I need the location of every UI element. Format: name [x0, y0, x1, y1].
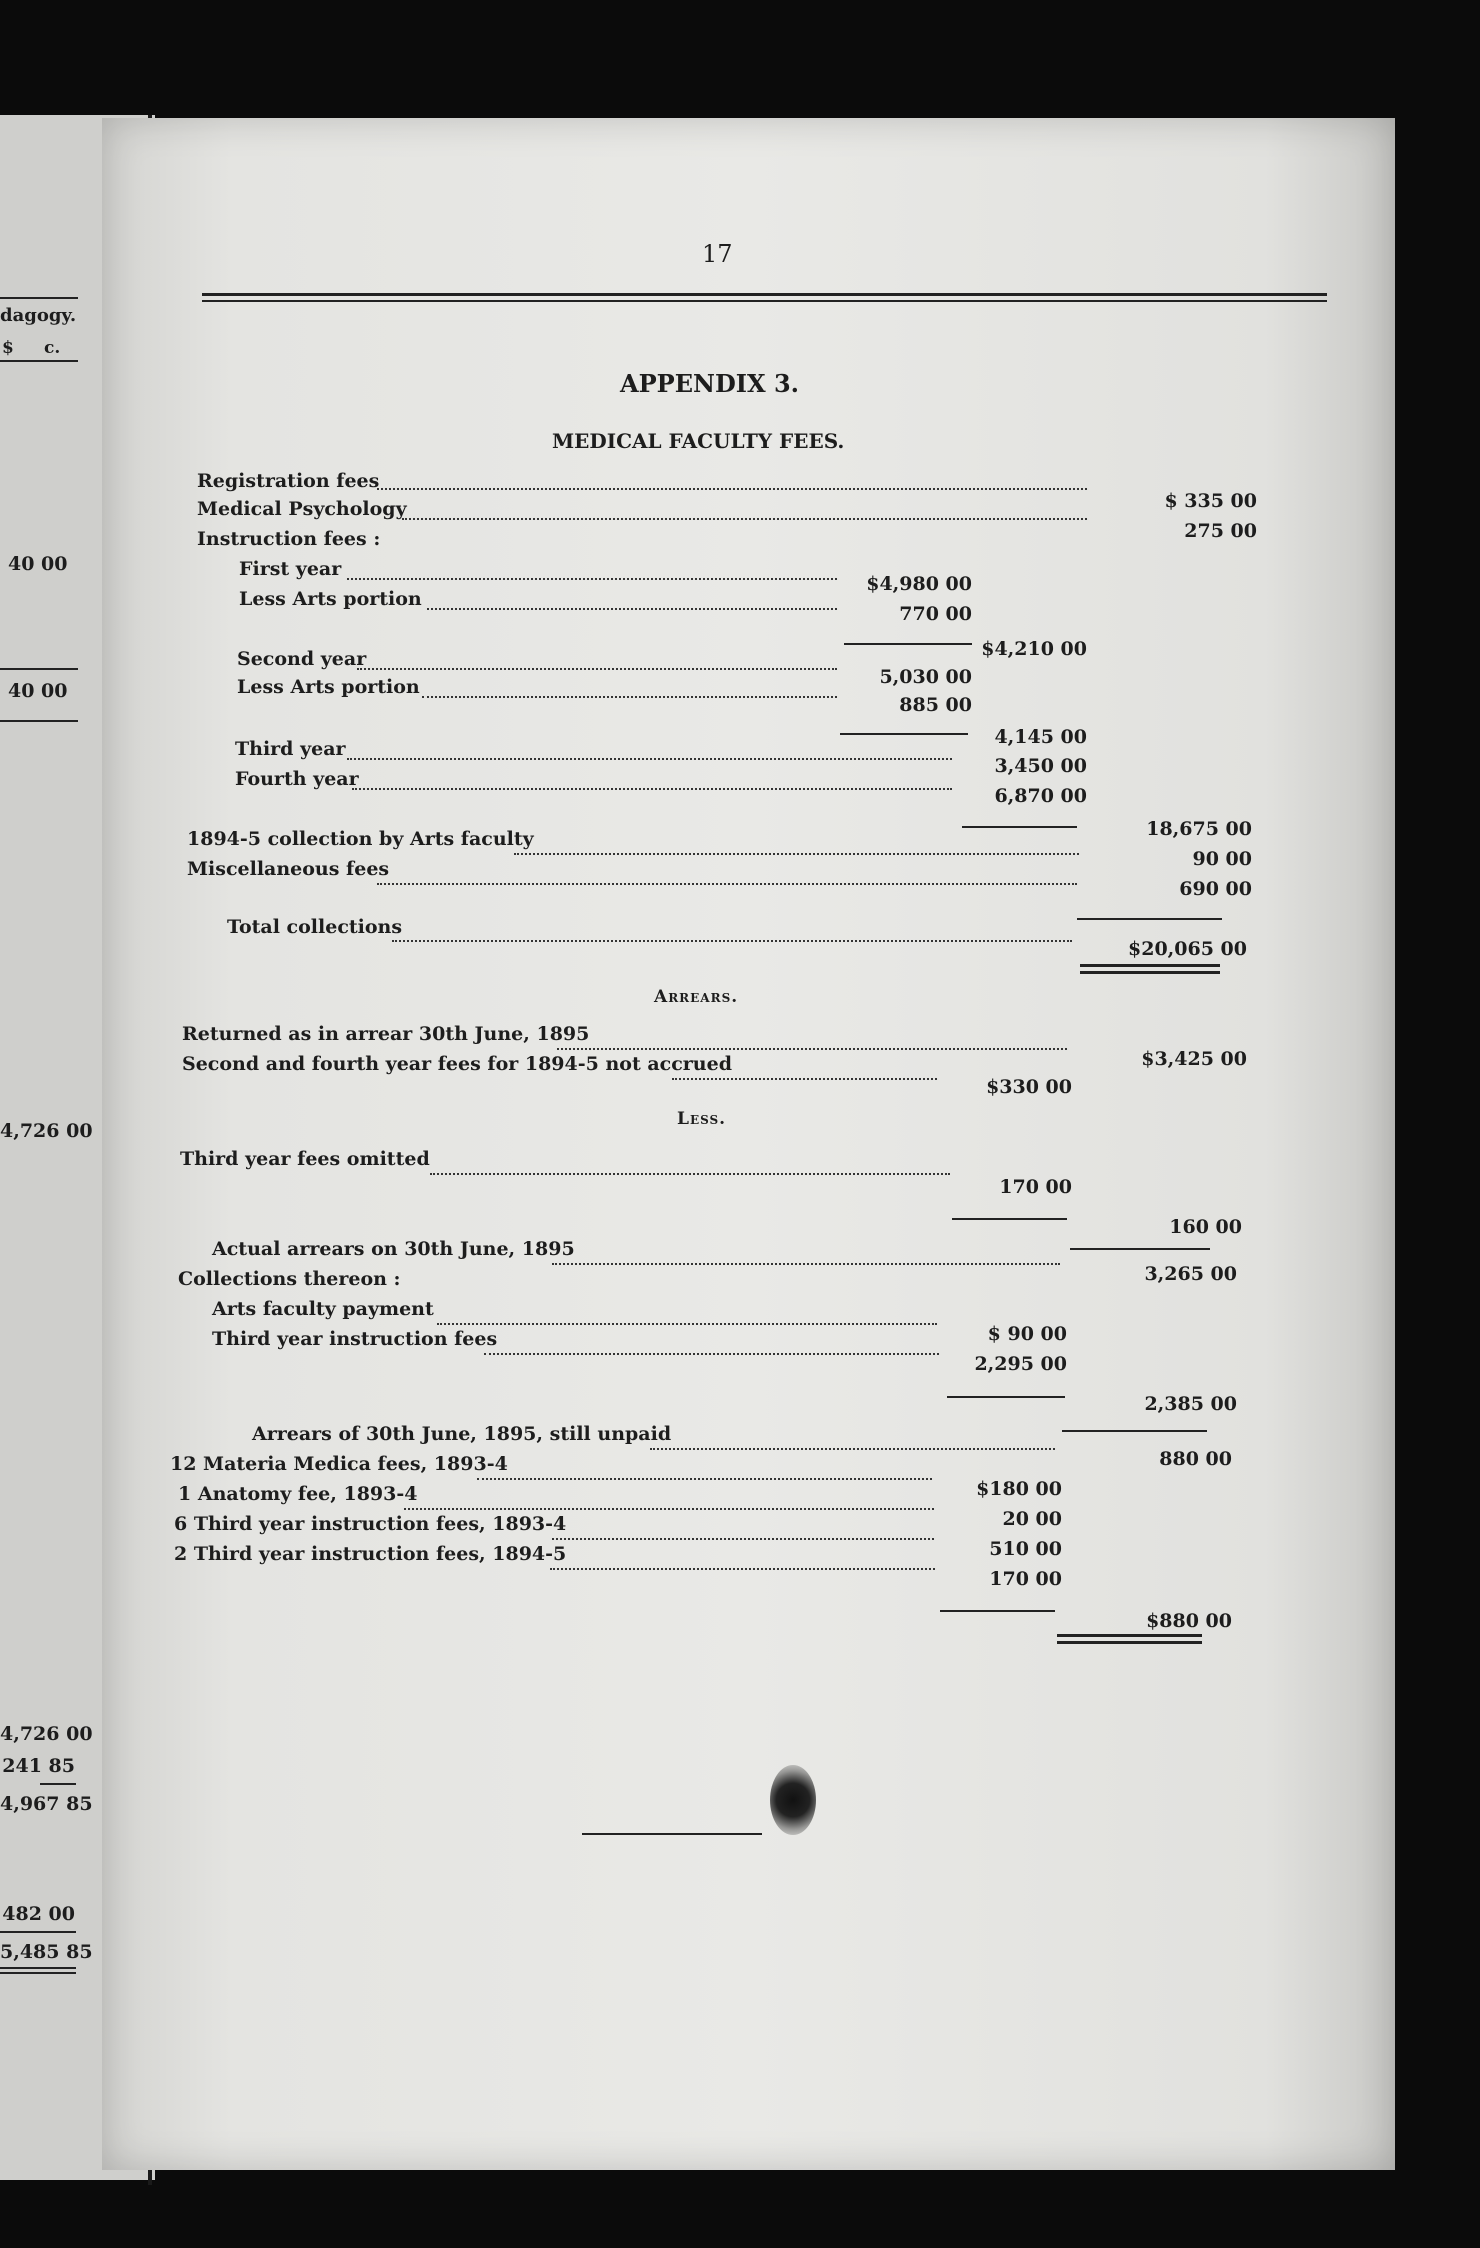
line-label: Returned as in arrear 30th June, 1895	[182, 1023, 590, 1045]
line-amount: 3,450 00	[994, 755, 1087, 777]
line-label: Arrears of 30th June, 1895, still unpaid	[252, 1423, 672, 1445]
leader-dots	[672, 1078, 937, 1080]
leader-dots	[484, 1353, 939, 1355]
line-label: Instruction fees :	[197, 528, 381, 550]
leader-dots	[550, 1568, 935, 1570]
line-amount: 90 00	[1192, 848, 1252, 870]
left-rule	[0, 1967, 76, 1969]
left-value: 5,485 85	[0, 1941, 93, 1963]
arrears-heading: Arrears.	[654, 987, 739, 1007]
sum-rule	[952, 1218, 1067, 1220]
leader-dots	[557, 1048, 1067, 1050]
line-amount: 2,295 00	[974, 1353, 1067, 1375]
line-amount: 510 00	[989, 1538, 1062, 1560]
leader-dots	[352, 788, 952, 790]
left-col-dollar: $	[2, 338, 14, 358]
line-label: Arts faculty payment	[212, 1298, 434, 1320]
left-value: 241 85	[2, 1755, 75, 1777]
line-amount: 880 00	[1159, 1448, 1232, 1470]
line-amount: 690 00	[1179, 878, 1252, 900]
leader-dots	[552, 1538, 934, 1540]
leader-dots	[402, 518, 1087, 520]
line-amount: 770 00	[899, 603, 972, 625]
left-header: dagogy.	[0, 305, 77, 326]
leader-dots	[357, 668, 837, 670]
leader-dots	[430, 1173, 950, 1175]
line-amount: 20 00	[1002, 1508, 1062, 1530]
left-value: 40 00	[8, 680, 68, 702]
leader-dots	[404, 1508, 934, 1510]
left-value: 4,967 85	[0, 1793, 93, 1815]
leader-dots	[437, 1323, 937, 1325]
line-amount: $ 90 00	[987, 1323, 1067, 1345]
final-total: $880 00	[1146, 1610, 1232, 1632]
line-label: 12 Materia Medica fees, 1893-4	[170, 1453, 508, 1475]
line-amount: 18,675 00	[1146, 818, 1252, 840]
leader-dots	[650, 1448, 1055, 1450]
left-rule	[0, 297, 78, 299]
leader-dots	[377, 488, 1087, 490]
leader-dots	[347, 758, 952, 760]
header-rule	[202, 300, 1327, 302]
line-label: 1 Anatomy fee, 1893-4	[178, 1483, 418, 1505]
left-value: 40 00	[8, 553, 68, 575]
line-amount: 5,030 00	[879, 666, 972, 688]
leader-dots	[427, 608, 837, 610]
left-rule	[0, 720, 78, 722]
line-label: Medical Psychology	[197, 498, 407, 520]
line-label: Third year	[235, 738, 346, 760]
double-rule	[1080, 964, 1220, 967]
line-label: Collections thereon :	[178, 1268, 401, 1290]
line-amount: $330 00	[986, 1076, 1072, 1098]
line-amount: 2,385 00	[1144, 1393, 1237, 1415]
sum-rule	[947, 1396, 1065, 1398]
line-amount: 160 00	[1169, 1216, 1242, 1238]
left-value: 4,726 00	[0, 1723, 93, 1745]
leader-dots	[514, 853, 1079, 855]
ink-blot	[770, 1765, 816, 1835]
line-amount: 170 00	[989, 1568, 1062, 1590]
sum-rule	[840, 733, 968, 735]
line-label: Second year	[237, 648, 367, 670]
sum-rule	[1077, 918, 1222, 920]
line-amount: $ 335 00	[1164, 490, 1257, 512]
leader-dots	[347, 578, 837, 580]
line-amount: 4,145 00	[994, 726, 1087, 748]
left-value: 4,726 00	[0, 1120, 93, 1142]
leader-dots	[552, 1263, 1060, 1265]
double-rule	[1080, 971, 1220, 974]
left-rule	[0, 1931, 76, 1933]
left-value: 482 00	[2, 1903, 75, 1925]
leader-dots	[477, 1478, 932, 1480]
left-rule	[0, 1972, 76, 1974]
end-rule	[582, 1833, 762, 1835]
total-amount: $20,065 00	[1128, 938, 1247, 960]
less-heading: Less.	[677, 1109, 727, 1129]
sum-rule	[1070, 1248, 1210, 1250]
document-page	[102, 118, 1395, 2170]
line-amount: 885 00	[899, 694, 972, 716]
line-amount: 3,265 00	[1144, 1263, 1237, 1285]
line-amount: $4,980 00	[866, 573, 972, 595]
line-label: Total collections	[227, 916, 403, 938]
line-label: First year	[239, 558, 342, 580]
leader-dots	[377, 883, 1077, 885]
line-label: Fourth year	[235, 768, 359, 790]
header-rule	[202, 293, 1327, 296]
line-label: Third year fees omitted	[180, 1148, 430, 1170]
leader-dots	[422, 696, 837, 698]
line-label: Third year instruction fees	[212, 1328, 498, 1350]
left-rule	[40, 1783, 76, 1785]
appendix-heading: APPENDIX 3.	[620, 369, 800, 398]
section-title: MEDICAL FACULTY FEES.	[552, 429, 845, 453]
line-amount: 170 00	[999, 1176, 1072, 1198]
double-rule	[1057, 1634, 1202, 1637]
sum-rule	[1062, 1430, 1207, 1432]
sum-rule	[844, 643, 972, 645]
left-col-cents: c.	[44, 338, 61, 358]
line-label: Second and fourth year fees for 1894-5 not accrued	[182, 1053, 732, 1075]
line-label: 1894-5 collection by Arts faculty	[187, 828, 534, 850]
sum-rule	[940, 1610, 1055, 1612]
page-number: 17	[702, 240, 733, 268]
line-amount: $3,425 00	[1141, 1048, 1247, 1070]
line-label: 6 Third year instruction fees, 1893-4	[174, 1513, 567, 1535]
line-amount: 275 00	[1184, 520, 1257, 542]
line-label: Less Arts portion	[239, 588, 422, 610]
double-rule	[1057, 1641, 1202, 1644]
leader-dots	[392, 940, 1072, 942]
line-label: 2 Third year instruction fees, 1894-5	[174, 1543, 567, 1565]
left-rule	[0, 360, 78, 362]
left-rule	[0, 668, 78, 670]
line-amount: 6,870 00	[994, 785, 1087, 807]
line-label: Actual arrears on 30th June, 1895	[212, 1238, 575, 1260]
line-amount: $180 00	[976, 1478, 1062, 1500]
line-label: Miscellaneous fees	[187, 858, 390, 880]
line-amount: $4,210 00	[981, 638, 1087, 660]
line-label: Less Arts portion	[237, 676, 420, 698]
sum-rule	[962, 826, 1077, 828]
line-label: Registration fees	[197, 470, 380, 492]
